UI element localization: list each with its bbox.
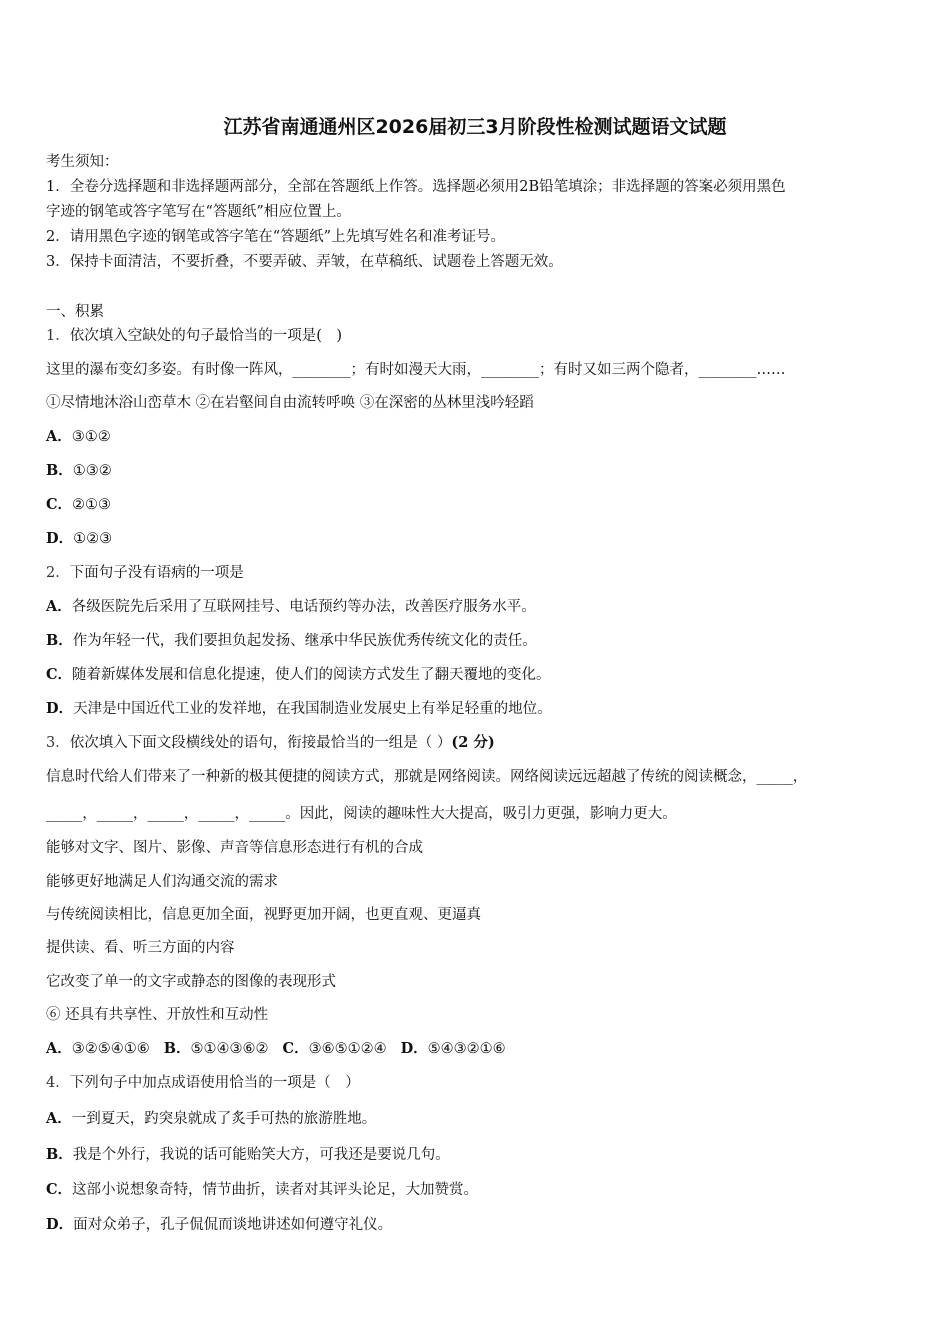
notice-item: 1．全卷分选择题和非选择题两部分，全部在答题纸上作答。选择题必须用2B铅笔填涂；非选择题的答案必须用黑色 — [46, 179, 786, 195]
option-label: D． — [46, 530, 74, 547]
option-b[interactable] — [46, 461, 112, 481]
question-3-item: 与传统阅读相比，信息更加全面，视野更加开阔，也更直观、更逼真 — [46, 907, 481, 923]
option-c[interactable] — [283, 1041, 387, 1057]
option-label: D． — [46, 1216, 74, 1233]
option-text: 这部小说想象奇特，情节曲折，读者对其评头论足，大加赞赏。 — [72, 1182, 479, 1198]
option-d[interactable] — [401, 1041, 506, 1057]
option-label: D． — [400, 1040, 428, 1057]
question-3-passage: _____，_____，_____，_____，_____。因此，阅读的趣味性大大提高，吸引力更强，影响力更大。 — [46, 806, 677, 822]
notice-item: 3．保持卡面清洁，不要折叠，不要弄破、弄皱，在草稿纸、试题卷上答题无效。 — [46, 254, 563, 270]
question-1-passage: 这里的瀑布变幻多姿。有时像一阵风，________；有时如漫天大雨，________；有时又如三两个隐者，________…… — [46, 362, 786, 378]
option-text: ③②⑤④①⑥ — [71, 1041, 150, 1057]
option-label: A． — [46, 598, 72, 615]
question-3-item: 能够更好地满足人们沟通交流的需求 — [46, 874, 278, 890]
option-d[interactable] — [46, 1215, 392, 1235]
question-3-item: 提供读、看、听三方面的内容 — [46, 940, 235, 956]
question-text: 依次填入下面文段横线处的语句，衔接最恰当的一组是（ ） — [69, 735, 452, 751]
question-4-stem — [46, 1073, 360, 1093]
question-3-options — [46, 1039, 506, 1059]
question-3-item: 它改变了单一的文字或静态的图像的表现形式 — [46, 974, 336, 990]
option-c[interactable] — [46, 1180, 478, 1200]
option-text: 各级医院先后采用了互联网挂号、电话预约等办法，改善医疗服务水平。 — [71, 599, 536, 615]
option-c[interactable] — [46, 665, 551, 685]
question-2-stem — [46, 563, 244, 583]
option-b[interactable] — [164, 1041, 269, 1057]
option-text: ⑤①④③⑥② — [190, 1041, 269, 1057]
question-number: 1． — [46, 328, 70, 344]
option-label: C． — [46, 496, 73, 513]
question-1-clauses: ①尽情地沐浴山峦草木 ②在岩壑间自由流转呼唤 ③在深密的丛林里浅吟轻蹈 — [46, 395, 534, 411]
option-text: ②①③ — [72, 497, 112, 513]
option-label: B． — [46, 462, 73, 479]
option-label: A． — [46, 428, 72, 445]
option-label: C． — [282, 1040, 309, 1057]
option-label: A． — [46, 1110, 72, 1127]
option-text: ③①② — [71, 429, 111, 445]
section-heading: 一、积累 — [46, 304, 104, 320]
option-d[interactable] — [46, 699, 552, 719]
option-text: 面对众弟子，孔子侃侃而谈地讲述如何遵守礼仪。 — [73, 1217, 393, 1233]
question-number: 4． — [46, 1075, 70, 1091]
option-c[interactable] — [46, 495, 111, 515]
option-label: B． — [163, 1040, 191, 1057]
option-label: C． — [46, 1181, 73, 1198]
question-text: 下面句子没有语病的一项是 — [69, 565, 244, 581]
option-label: A． — [46, 1040, 72, 1057]
question-score: (2 分) — [451, 734, 495, 751]
option-a[interactable] — [46, 597, 536, 617]
question-3-item: 能够对文字、图片、影像、声音等信息形态进行有机的合成 — [46, 840, 423, 856]
option-b[interactable] — [46, 631, 537, 651]
notice-heading: 考生须知： — [46, 154, 119, 170]
notice-item: 2．请用黑色字迹的钢笔或答字笔在“答题纸”上先填写姓名和准考证号。 — [46, 229, 506, 245]
notice-item: 字迹的钢笔或答字笔写在“答题纸”相应位置上。 — [46, 204, 351, 220]
option-text: ①②③ — [73, 531, 113, 547]
option-label: B． — [46, 1146, 73, 1163]
question-3-passage: 信息时代给人们带来了一种新的极其便捷的阅读方式，那就是网络阅读。网络阅读远远超越了传统的阅读概念，_____， — [46, 769, 808, 785]
question-3-stem — [46, 733, 495, 753]
option-text: ③⑥⑤①②④ — [308, 1041, 387, 1057]
option-text: 我是个外行，我说的话可能贻笑大方，可我还是要说几句。 — [72, 1147, 450, 1163]
option-d[interactable] — [46, 529, 112, 549]
question-number: 2． — [46, 565, 70, 581]
question-3-item: ⑥ 还具有共享性、开放性和互动性 — [46, 1007, 269, 1023]
option-text: ①③② — [72, 463, 112, 479]
option-text: 作为年轻一代，我们要担负起发扬、继承中华民族优秀传统文化的责任。 — [72, 633, 537, 649]
option-a[interactable] — [46, 427, 111, 447]
question-1-stem — [46, 326, 342, 346]
option-label: D． — [46, 700, 74, 717]
question-text: 下列句子中加点成语使用恰当的一项是（ ） — [69, 1075, 360, 1091]
option-a[interactable] — [46, 1041, 150, 1057]
option-b[interactable] — [46, 1145, 450, 1165]
option-label: B． — [46, 632, 73, 649]
option-text: 天津是中国近代工业的发祥地，在我国制造业发展史上有举足轻重的地位。 — [73, 701, 552, 717]
option-text: 随着新媒体发展和信息化提速，使人们的阅读方式发生了翻天覆地的变化。 — [72, 667, 551, 683]
option-text: 一到夏天，趵突泉就成了炙手可热的旅游胜地。 — [71, 1111, 377, 1127]
question-text: 依次填入空缺处的句子最恰当的一项是( ) — [69, 328, 343, 344]
option-label: C． — [46, 666, 73, 683]
option-text: ⑤④③②①⑥ — [427, 1041, 506, 1057]
page-title: 江苏省南通通州区2026届初三3月阶段性检测试题语文试题 — [223, 116, 727, 138]
option-a[interactable] — [46, 1109, 376, 1129]
question-number: 3． — [46, 735, 70, 751]
